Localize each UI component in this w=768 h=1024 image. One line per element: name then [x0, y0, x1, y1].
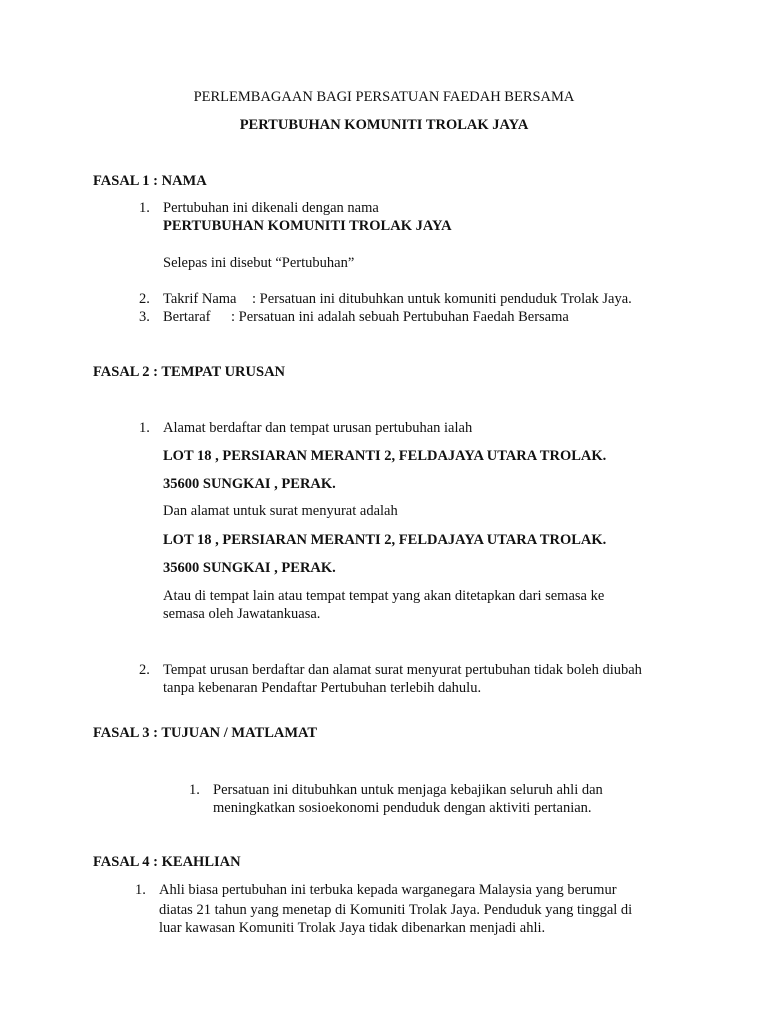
fasal-3-item-1-line-1: Persatuan ini ditubuhkan untuk menjaga kebajikan seluruh ahli dan	[213, 782, 603, 798]
fasal-3-item-1-line-2: meningkatkan sosioekonomi penduduk dengan aktiviti pertanian.	[213, 800, 592, 816]
fasal-1-item-1-number: 1.	[139, 200, 150, 216]
fasal-3-item-1-number: 1.	[189, 782, 200, 798]
fasal-1-heading: FASAL 1 : NAMA	[93, 173, 207, 189]
fasal-4-item-1-line-2: diatas 21 tahun yang menetap di Komuniti Trolak Jaya. Penduduk yang tinggal di	[159, 902, 633, 918]
fasal-1-item-2-text: : Persatuan ini ditubuhkan untuk komuniti penduduk Trolak Jaya.	[252, 291, 632, 307]
fasal-1-item-3-text: : Persatuan ini adalah sebuah Pertubuhan Faedah Bersama	[231, 309, 569, 325]
fasal-2-mail-address-text: Dan alamat untuk surat menyurat adalah	[163, 503, 398, 519]
fasal-4-item-1-number: 1.	[135, 882, 146, 898]
fasal-2-item-2-number: 2.	[139, 662, 150, 678]
fasal-2-address-1-line-1: LOT 18 , PERSIARAN MERANTI 2, FELDAJAYA UTARA TROLAK.	[163, 448, 607, 464]
fasal-2-address-1-line-2: 35600 SUNGKAI , PERAK.	[163, 476, 336, 492]
fasal-1-referred-note: Selepas ini disebut “Pertubuhan”	[163, 255, 355, 271]
fasal-2-heading: FASAL 2 : TEMPAT URUSAN	[93, 364, 286, 380]
fasal-1-item-2-label: Takrif Nama	[163, 291, 237, 307]
fasal-4-item-1-line-3: luar kawasan Komuniti Trolak Jaya tidak dibenarkan menjadi ahli.	[159, 920, 546, 936]
fasal-2-address-2-line-1: LOT 18 , PERSIARAN MERANTI 2, FELDAJAYA UTARA TROLAK.	[163, 532, 607, 548]
fasal-3-heading: FASAL 3 : TUJUAN / MATLAMAT	[93, 725, 318, 741]
fasal-4-item-1-line-1: Ahli biasa pertubuhan ini terbuka kepada warganegara Malaysia yang berumur	[159, 882, 617, 898]
fasal-1-item-3-label: Bertaraf	[163, 309, 211, 325]
fasal-2-other-place-line-2: semasa oleh Jawatankuasa.	[163, 606, 321, 622]
fasal-1-item-2-number: 2.	[139, 291, 150, 307]
fasal-2-item-1-text: Alamat berdaftar dan tempat urusan pertubuhan ialah	[163, 420, 473, 436]
fasal-4-heading: FASAL 4 : KEAHLIAN	[93, 854, 241, 870]
fasal-1-organisation-name: PERTUBUHAN KOMUNITI TROLAK JAYA	[163, 218, 452, 234]
fasal-2-item-2-line-1: Tempat urusan berdaftar dan alamat surat menyurat pertubuhan tidak boleh diubah	[163, 662, 642, 678]
fasal-2-address-2-line-2: 35600 SUNGKAI , PERAK.	[163, 560, 336, 576]
fasal-1-item-1-text: Pertubuhan ini dikenali dengan nama	[163, 200, 379, 216]
fasal-2-other-place-line-1: Atau di tempat lain atau tempat tempat yang akan ditetapkan dari semasa ke	[163, 588, 605, 604]
document-subtitle: PERTUBUHAN KOMUNITI TROLAK JAYA	[239, 117, 529, 133]
fasal-2-item-2-line-2: tanpa kebenaran Pendaftar Pertubuhan terlebih dahulu.	[163, 680, 482, 696]
fasal-1-item-3-number: 3.	[139, 309, 150, 325]
fasal-2-item-1-number: 1.	[139, 420, 150, 436]
document-title: PERLEMBAGAAN BAGI PERSATUAN FAEDAH BERSAMA	[193, 89, 575, 105]
